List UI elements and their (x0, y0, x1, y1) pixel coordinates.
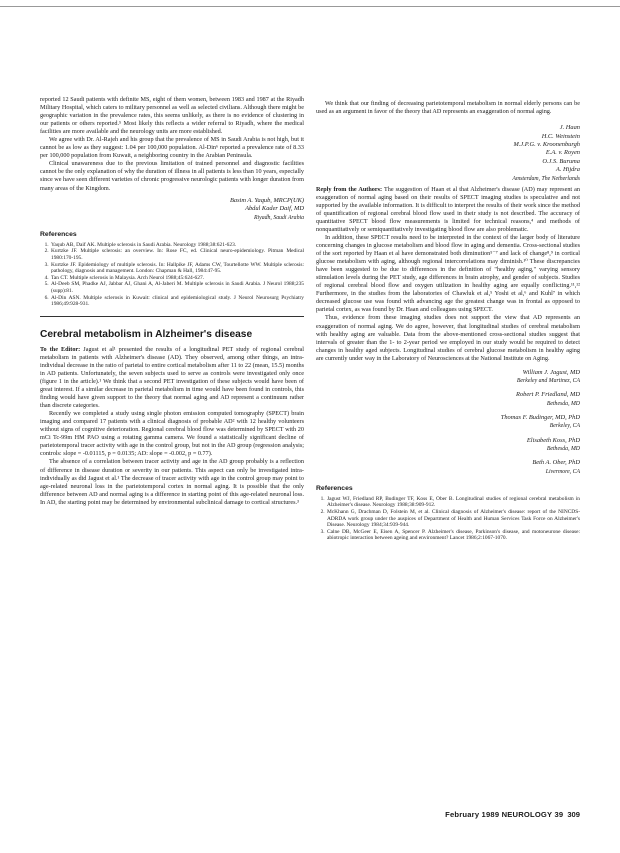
author-location: Bethesda, MD (546, 446, 580, 452)
reference-item: 5. Al-Deeb SM, Phadke AJ, Jabbar AJ, Ghani A, Al-Jaberi M. Multiple sclerosis in Saudi Arabia. J Neurol 1988;235 (supp):81. (50, 281, 304, 294)
author-name: Abdul Kader Daif, MD (245, 205, 304, 213)
left-column (40, 96, 304, 507)
reference-item: 2. McKhann G, Drachman D, Folstein M, et al. Clinical diagnosis of Alzheimer's disease: report of the NINCDS-ADRDA work group under the auspices of Department of Health and Human Services Task Force on Alzheimer's Disease. Neurology 1984;34:939-944. (326, 509, 580, 529)
body-paragraph: Thus, evidence from these imaging studies does not support the view that AD represents an exaggeration of normal aging. We do agree, however, that longitudinal studies of cerebral metabolism with healthy aging are valuable. Data from the above-mentioned cross-sectional studies suggest that intervals of greater than the 1- to 2-year period we employed in our study would be required to detect changes in healthy aged subjects. Longitudinal studies of cerebral glucose metabolism in healthy aging are currently under way in the Laboratory of Neurosciences at the National Institute on Aging. (316, 314, 580, 362)
author-location: Amsterdam, The Netherlands (512, 175, 580, 182)
author-name: William J. Jagust, MD (522, 368, 580, 376)
author-name: O.J.S. Buruma (542, 157, 580, 165)
letter-text: Jagust et al¹ presented the results of a longitudinal PET study of regional cerebral metabolism in patients with Alzheimer's disease (AD). They observed, among other things, an intra-individual decrease in the ratio of parietal to entire cortical metabolism after 11 to 22 (mean, 15.5) months in AD patients. Unfortunately, the seven subjects used to serve as controls were investigated only once (figure 1 in the article).¹ We think that a second PET investigation of these subjects would have been of great interest. If a similar decrease in parietal metabolism in time would have been found in controls, this finding would have given support to the theory that normal aging and AD represent a continuum rather than discrete categories. (40, 345, 305, 410)
article-title: Cerebral metabolism in Alzheimer's disease (40, 328, 253, 340)
top-rule (0, 6, 620, 7)
author-name: Elisabeth Koss, PhD (526, 436, 580, 444)
author-name: E.A. v. Royen (545, 149, 580, 157)
author-name: M.J.P.G. v. Kroonenburgh (513, 140, 580, 148)
reference-item: 3. Kurtzke JF. Epidemiology of multiple sclerosis. In: Hallpike JF, Adams CW, Tourtellotte WW. Multiple sclerosis: pathology, diagnosis and management. London: Chapman & Hall, 1984:47-95. (50, 262, 304, 275)
right-column (316, 100, 580, 542)
author-name: Thomas F. Budinger, MD, PhD (500, 413, 580, 421)
author-name: Beth A. Ober, PhD (532, 459, 580, 467)
author-name: Basim A. Yaqub, MRCP(UK) (229, 196, 304, 204)
journal-footer: February 1989 NEUROLOGY 39 (445, 810, 564, 819)
signature-block (316, 124, 580, 183)
author-name: A. Hijdra (555, 166, 580, 174)
reference-item: 1. Jagust WJ, Friedland RP, Budinger TF, Koss E, Ober B. Longitudinal studies of regional cerebral metabolism in Alzheimer's disease. Neurology 1988;38:909-912. (326, 496, 580, 509)
body-paragraph (40, 346, 304, 410)
body-paragraph: In addition, these SPECT results need to be interpreted in the context of the larger body of literature concerning changes in glucose metabolism and blood flow in aging and dementia. Cross-sectional studies of the sort reported by Haan et al have demonstrated both diminution⁵⁻⁷ and lack of change⁸,⁹ in cortical glucose metabolism with aging, although regional intercorrelations may diminish.¹⁰ These discrepancies have been suggested to be due to differences in the definition of "healthy aging," varying sensory stimulation levels during the PET study, age differences in brain atrophy, and gender of subjects. Studies of regional cerebral blood flow and oxygen utilization in healthy aging are equally conflicting.¹¹,¹² Furthermore, in the studies from the laboratories of Chawluk et al,⁵ Yoshi et al,⁶ and Kuhl⁷ in which decreased glucose use was found with advancing age the greatest change was in frontal as opposed to parietal cortex, as was found by Dr. Haan and colleagues using SPECT. (316, 234, 580, 314)
reference-list (316, 496, 580, 542)
page-footer (445, 810, 580, 819)
references-heading: References (316, 484, 353, 492)
author-location: Livermore, CA (545, 468, 580, 475)
reference-item: 6. Al-Din ASN. Multiple sclerosis in Kuwait: clinical and epidemiological study. J Neurol Neurosurg Psychiatry 1986;49:928-931. (50, 295, 304, 308)
author-name: H.C. Weinstein (541, 132, 580, 140)
body-paragraph: We agree with Dr. Al-Rajeh and his group that the prevalence of MS in Saudi Arabia is not high, but it cannot be as low as they suggest: 1.04 per 100,000 population. Al-Din⁶ reported a prevalence rate of 8.33 per 100,000 population from Kuwait, a neighboring country in the Arabian Peninsula. (40, 136, 304, 160)
reference-item: 3. Calne DB, McGeer E, Eisen A, Spencer P. Alzheimer's disease, Parkinson's disease, and motoneurone disease: abiotropic interaction between ageing and environment? Lancet 1986;2:1067-1070. (326, 529, 580, 542)
author-location: Berkeley and Martinez, CA (516, 378, 580, 385)
body-paragraph: We think that our finding of decreasing parietotemporal metabolism in normal elderly persons can be used as an argument in favor of the theory that AD represents an exaggeration of normal aging. (316, 100, 580, 116)
body-paragraph: Recently we completed a study using single photon emission computed tomography (SPECT) brain imaging and compared 17 patients with a clinical diagnosis of probable AD² with 12 healthy volunteers without signs of cognitive deterioration. Regional cerebral blood flow was determined by SPECT with 20 mCi Tc-99m HM PAO using a rotating gamma camera. We found a statistically significant decline of parietotemporal tracer activity with age in the control group, but not in the AD group (regression analysis; controls: slope = -0.01115, p = 0.0135; AD: slope = -0.002, p = 0.77). (40, 410, 304, 458)
body-paragraph: Clinical unawareness due to the previous limitation of trained personnel and diagnostic facilities cannot be the only explanation of why the duration of illness in all patients is less than 10 years, especially since we have seen different varieties of chronic progressive neurologic patients with longer duration from many areas of the Kingdom. (40, 160, 304, 192)
reference-item: 4. Tan CT. Multiple sclerosis in Malaysia. Arch Neurol 1988;45:624-627. (50, 275, 304, 282)
reference-list (40, 242, 304, 308)
author-location: Berkeley, CA (549, 423, 580, 430)
letter-lead: To the Editor: (40, 345, 81, 353)
author-name: Robert P. Friedland, MD (516, 391, 580, 399)
reply-text: The suggestion of Haan et al that Alzheimer's disease (AD) may represent an exaggeration of normal aging based on their results of SPECT imaging studies is speculative and not supported by the available information. It is difficult to interpret the results of their work since the method of quantification of regional cerebral blood flow used in their study is not described. The accuracy of quantitative SPECT blood flow measurements is limited for technical reasons,⁴ and methods of nonquantitatively or semiquantitatively investigating blood flow are also problematic. (316, 185, 580, 233)
author-name: J. Haan (559, 124, 580, 132)
reference-item: 1. Yaqub AB, Daif AK. Multiple sclerosis in Saudi Arabia. Neurology 1988;38:621-623. (50, 242, 304, 249)
reply-lead: Reply from the Authors: (316, 185, 383, 193)
author-location: Bethesda, MD (546, 400, 580, 407)
section-divider (40, 316, 304, 317)
page-number: 309 (567, 810, 580, 819)
signature-block (316, 369, 580, 476)
author-location: Riyadh, Saudi Arabia (254, 214, 304, 221)
reference-item: 2. Kurtzke JF. Multiple sclerosis: an overview. In: Rose FC, ed. Clinical neuro-epidemiology. Pitman Medical 1980:170-195. (50, 248, 304, 261)
body-paragraph (316, 186, 580, 234)
body-paragraph: reported 12 Saudi patients with definite MS, eight of them women, between 1983 and 1987 at the Riyadh Military Hospital, which caters to military personnel as well as selected civilians. Although there might be geographic variation in the prevalence rates, this seems unlikely, as there is no evidence of clustering in our patients or others reported.⁵ Most likely this reflects a wider referral to Riyadh, where the medical facilities are more available and the neurology units are more established. (40, 96, 304, 136)
signature-block (40, 197, 304, 222)
references-heading: References (40, 230, 77, 238)
body-paragraph: The absence of a correlation between tracer activity and age in the AD group probably is a reflection of difference in disease duration or severity in our patients. This aspect can only be investigated intra-individually as did Jagust et al.¹ The decrease of tracer activity with age in the control group may point to age-related neuronal loss in the parietotemporal cortex in normal aging. It is possible that the only difference between AD and normal aging is a difference in starting point of this age-related neuronal loss. In AD, the starting point may be determined by environmental subclinical damage to cortical structures.³ (40, 458, 304, 506)
